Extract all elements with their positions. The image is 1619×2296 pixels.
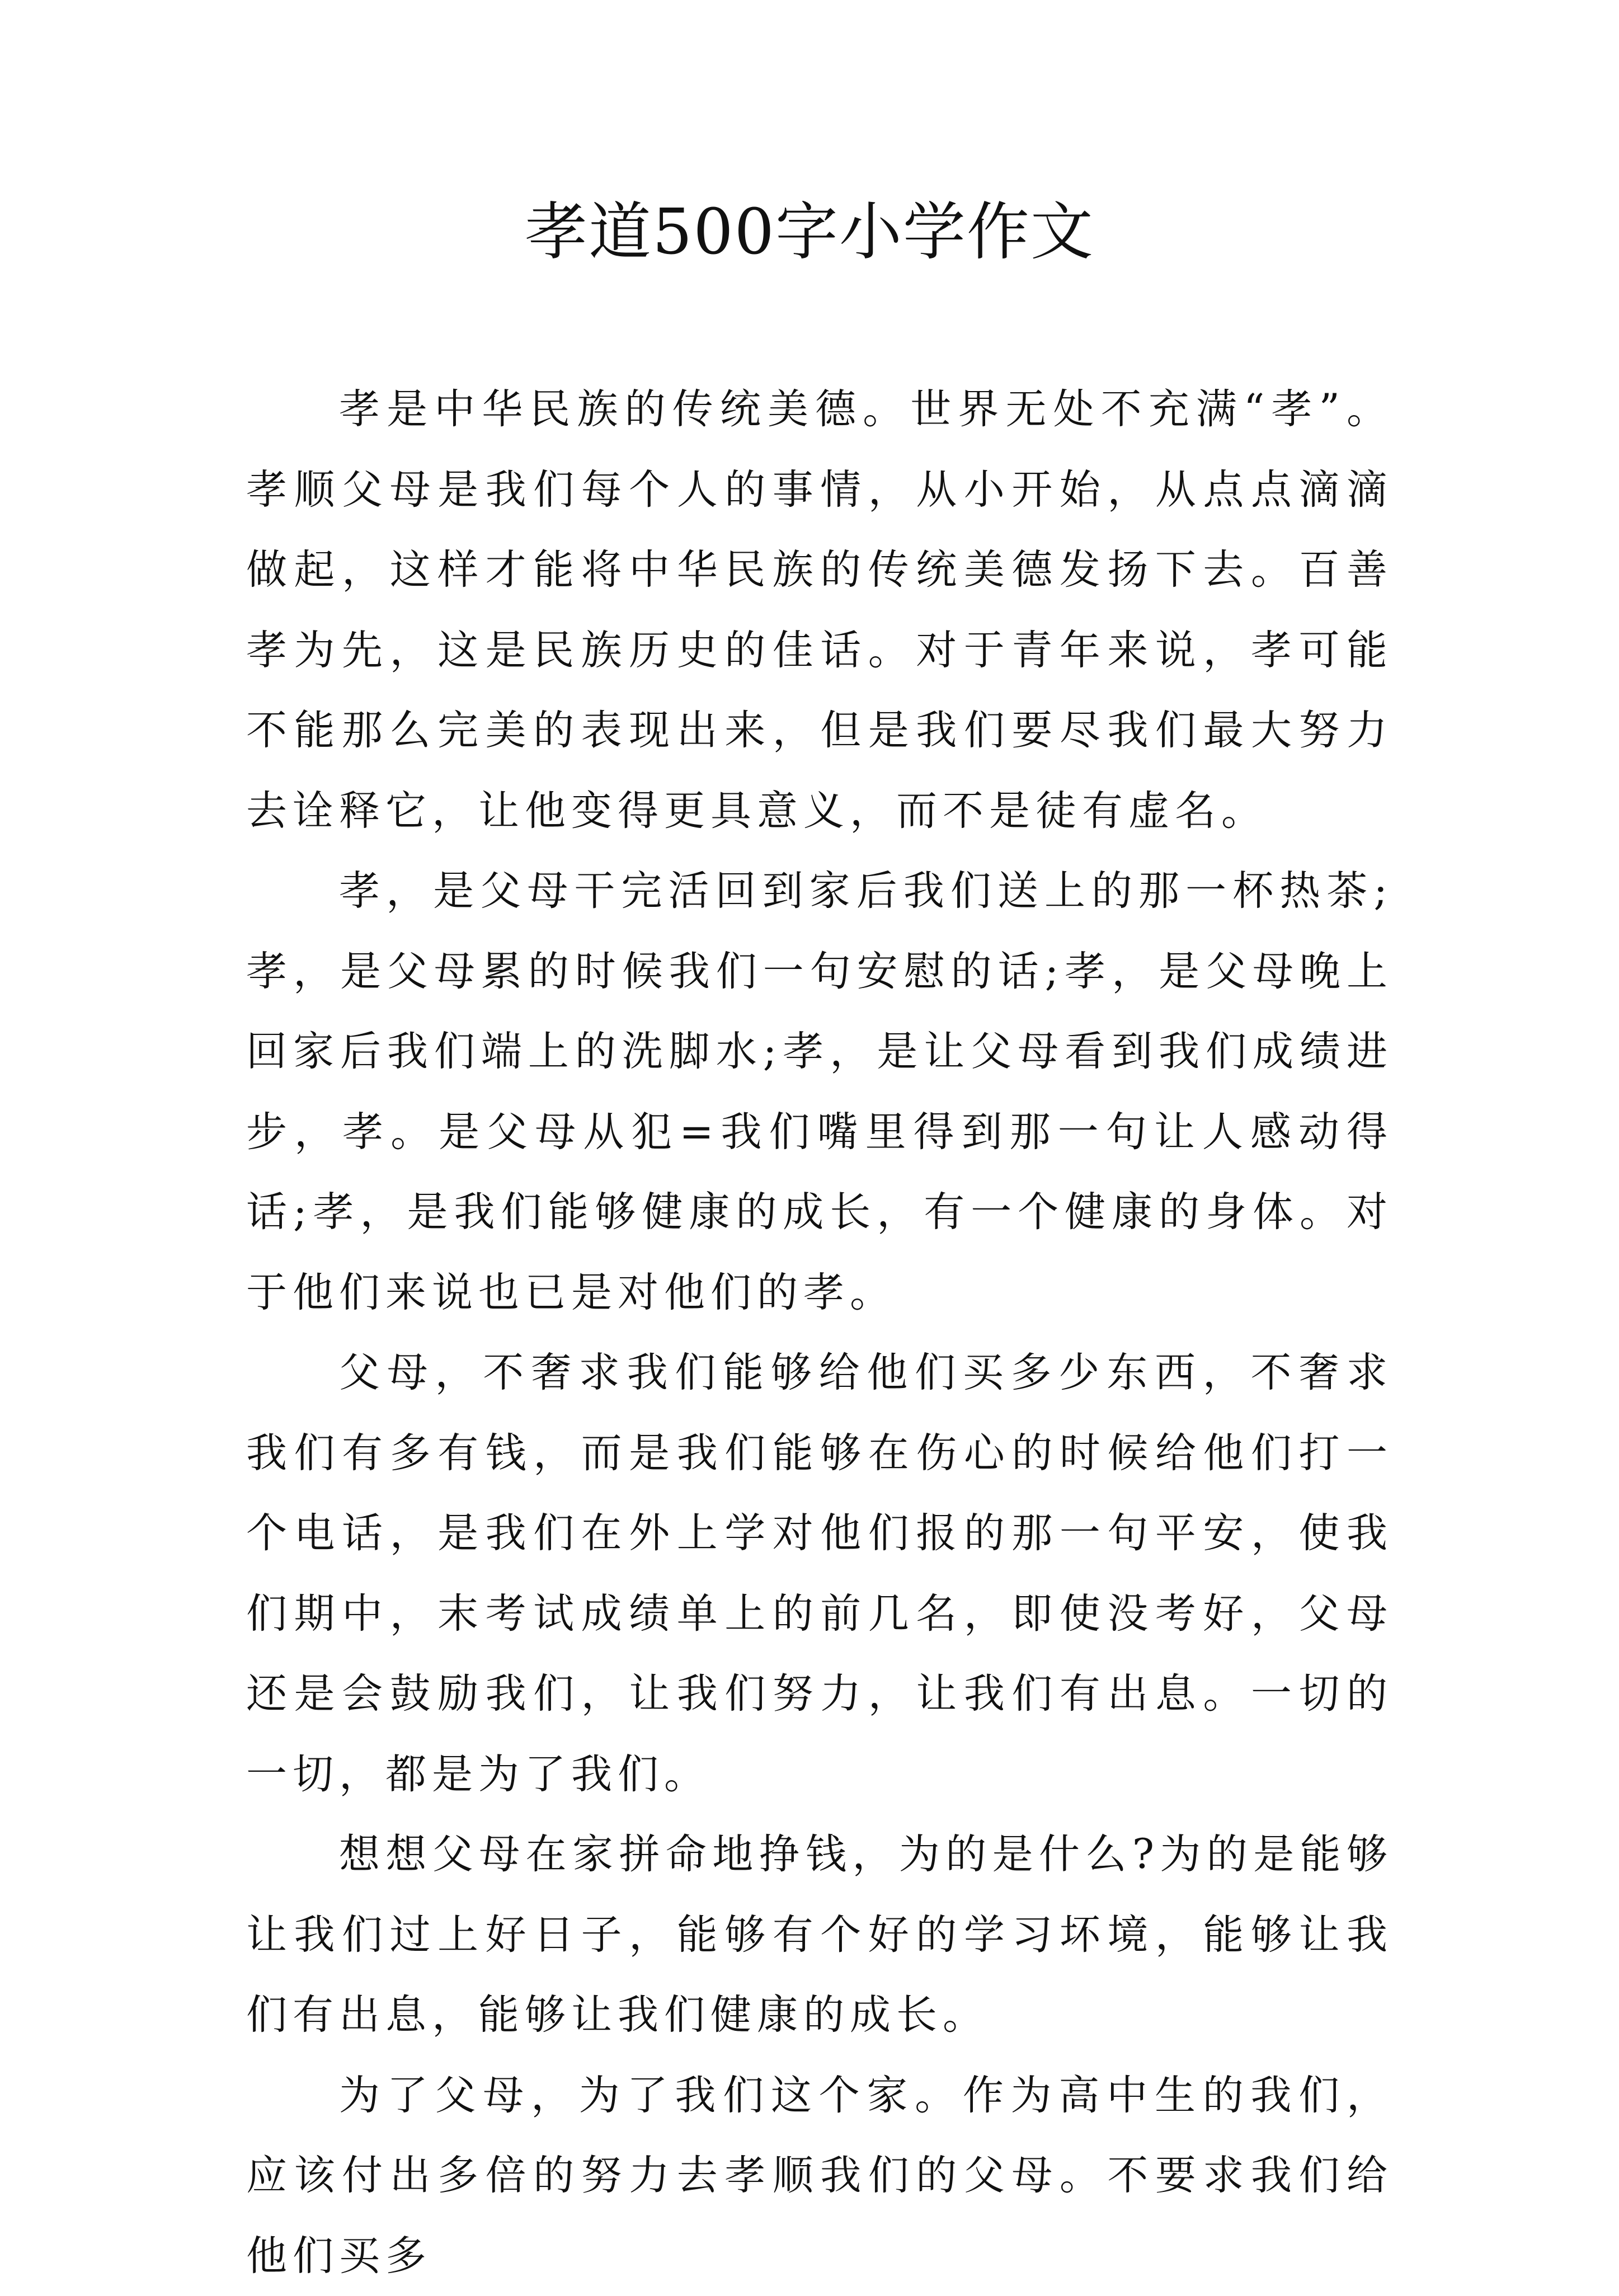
paragraph-1: 孝是中华民族的传统美德。世界无处不充满“孝”。孝顺父母是我们每个人的事情，从小开始，从点点滴滴做起，这样才能将中华民族的传统美德发扬下去。百善孝为先，这是民族历史的佳话。对于青年来说，孝可能不能那么完美的表现出来，但是我们要尽我们最大努力去诠释它，让他变得更具意义，而不是徒有虚名。: [246, 369, 1393, 851]
paragraph-4: 想想父母在家拼命地挣钱，为的是什么?为的是能够让我们过上好日子，能够有个好的学习坏境，能够让我们有出息，能够让我们健康的成长。: [246, 1814, 1393, 2055]
document-body: [246, 369, 1393, 2296]
document-title: 孝道500字小学作文: [0, 190, 1619, 274]
paragraph-2: 孝，是父母干完活回到家后我们送上的那一杯热茶;孝，是父母累的时候我们一句安慰的话;孝，是父母晚上回家后我们端上的洗脚水;孝，是让父母看到我们成绩进步，孝。是父母从犯=我们嘴里得到那一句让人感动得话;孝，是我们能够健康的成长，有一个健康的身体。对于他们来说也已是对他们的孝。: [246, 851, 1393, 1333]
paragraph-3: 父母，不奢求我们能够给他们买多少东西，不奢求我们有多有钱，而是我们能够在伤心的时候给他们打一个电话，是我们在外上学对他们报的那一句平安，使我们期中，末考试成绩单上的前几名，即使没考好，父母还是会鼓励我们，让我们努力，让我们有出息。一切的一切，都是为了我们。: [246, 1333, 1393, 1814]
paragraph-5: 为了父母，为了我们这个家。作为高中生的我们，应该付出多倍的努力去孝顺我们的父母。不要求我们给他们买多: [246, 2055, 1393, 2296]
